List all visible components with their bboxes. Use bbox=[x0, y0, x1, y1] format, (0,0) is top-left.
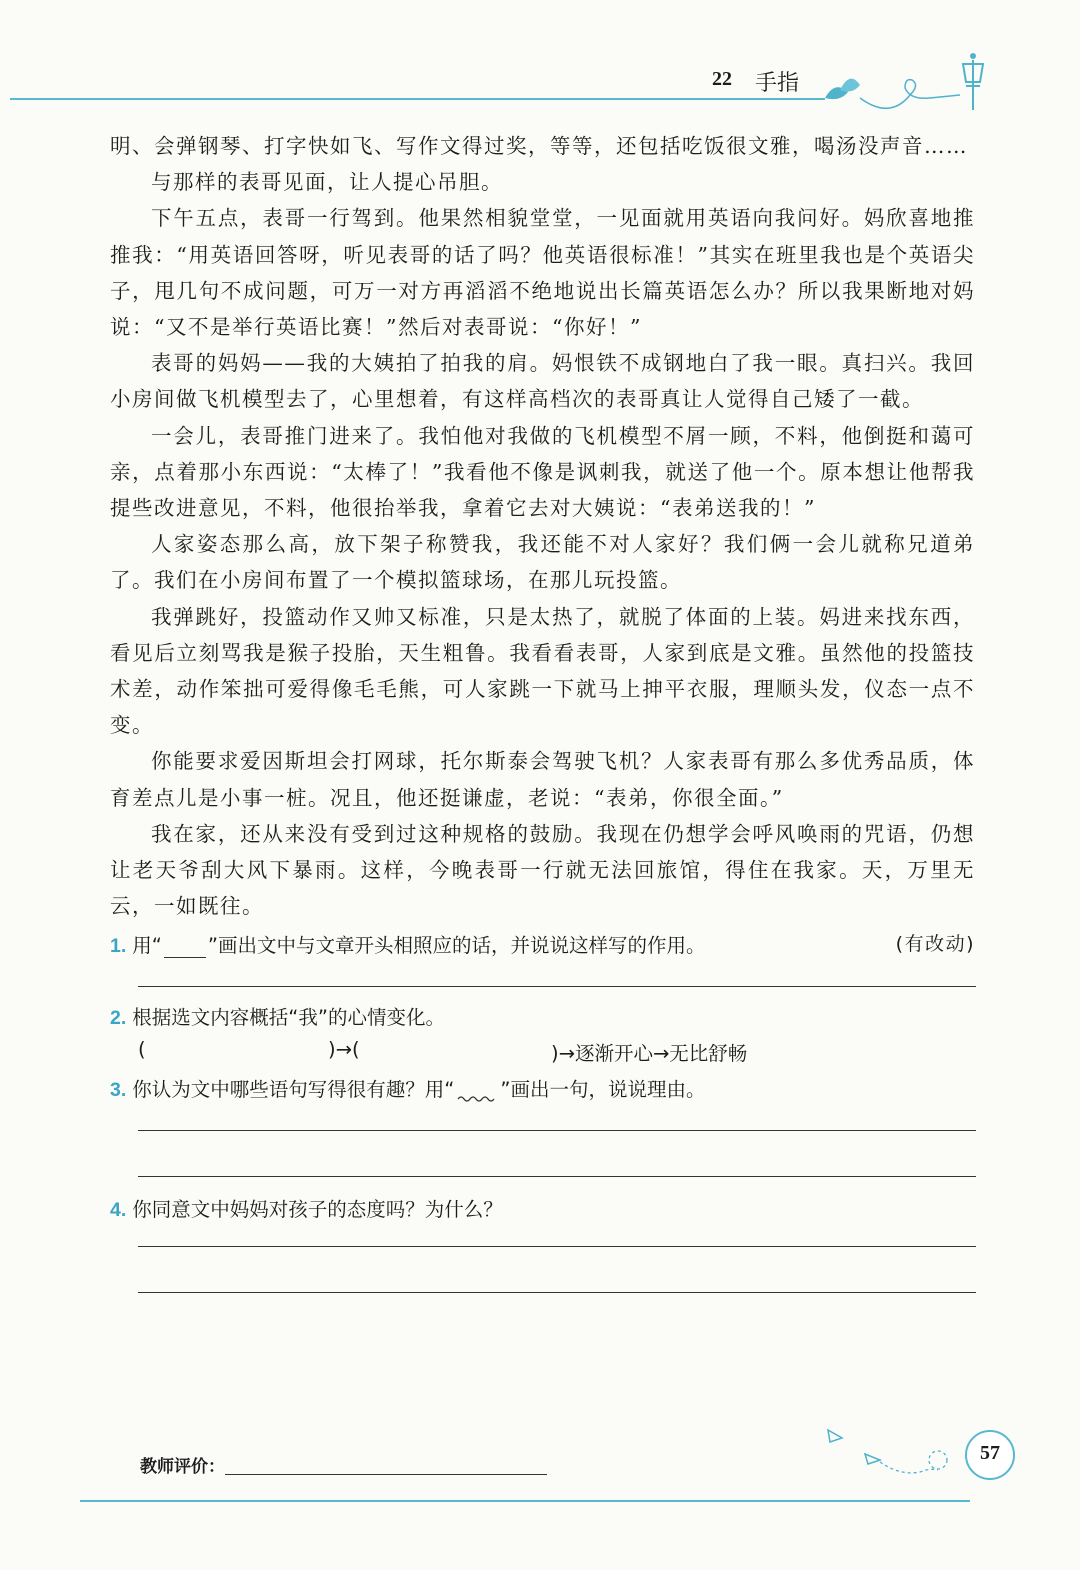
page-footer bbox=[0, 1410, 1080, 1570]
question-2 bbox=[110, 1002, 976, 1030]
paren-open: ( bbox=[138, 1038, 146, 1061]
answer-line[interactable] bbox=[138, 986, 976, 987]
paragraph: 下午五点，表哥一行驾到。他果然相貌堂堂，一见面就用英语向我问好。妈欣喜地推推我：“用英语回答呀，听见表哥的话了吗？他英语很标准！”其实在班里我也是个英语尖子，甩几句不成问题，可万一对方再滔滔不绝地说出长篇英语怎么办？所以我果断地对妈说：“又不是举行英语比赛！”然后对表哥说：“你好！” bbox=[110, 206, 975, 340]
footer-rule bbox=[80, 1500, 970, 1502]
question-4 bbox=[110, 1194, 976, 1222]
answer-line[interactable] bbox=[138, 1130, 976, 1131]
question-3 bbox=[110, 1074, 976, 1102]
header-rule bbox=[10, 98, 825, 100]
question-text: 你认为文中哪些语句写得很有趣？用“ bbox=[132, 1078, 455, 1101]
question-number: 3. bbox=[110, 1079, 127, 1101]
butterfly-lamp-icon bbox=[810, 40, 1010, 120]
paren-end: )→逐渐开心→无比舒畅 bbox=[551, 1042, 748, 1065]
paragraph: 明、会弹钢琴、打字快如飞、写作文得过奖，等等，还包括吃饭很文雅，喝汤没声音…… bbox=[110, 134, 968, 158]
question-text: ”画出一句，说说理由。 bbox=[500, 1078, 706, 1101]
question-text: 用“ bbox=[132, 934, 162, 957]
teacher-eval-line[interactable] bbox=[225, 1474, 547, 1475]
paragraph: 表哥的妈妈——我的大姨拍了拍我的肩。妈恨铁不成钢地白了我一眼。真扫兴。我回小房间做飞机模型去了，心里想着，有这样高档次的表哥真让人觉得自己矮了一截。 bbox=[110, 351, 975, 412]
source-note: (有改动) bbox=[895, 933, 975, 956]
paragraph: 你能要求爱因斯坦会打网球，托尔斯泰会驾驶飞机？人家表哥有那么多优秀品质，体育差点儿是小事一桩。况且，他还挺谦虚，老说：“表弟，你很全面。” bbox=[110, 749, 975, 810]
answer-line[interactable] bbox=[138, 1246, 976, 1247]
answer-line[interactable] bbox=[138, 1292, 976, 1293]
paragraph: 我弹跳好，投篮动作又帅又标准，只是太热了，就脱了体面的上装。妈进来找东西，看见后立刻骂我是猴子投胎，天生粗鲁。我看看表哥，人家到底是文雅。虽然他的投篮技术差，动作笨拙可爱得像毛毛熊，可人家跳一下就马上抻平衣服，理顺头发，仪态一点不变。 bbox=[110, 604, 975, 738]
question-number: 2. bbox=[110, 1007, 127, 1029]
paragraph: 人家姿态那么高，放下架子称赞我，我还能不对人家好？我们俩一会儿就称兄道弟了。我们在小房间布置了一个模拟篮球场，在那儿玩投篮。 bbox=[110, 532, 975, 593]
question-number: 4. bbox=[110, 1199, 127, 1221]
wavy-line-icon bbox=[456, 1082, 498, 1102]
paragraph: 我在家，还从来没有受到过这种规格的鼓励。我现在仍想学会呼风唤雨的咒语，仍想让老天爷刮大风下暴雨。这样，今晚表哥一行就无法回旅馆，得住在我家。天，万里无云，一如既往。 bbox=[110, 821, 975, 919]
mood-blank-2[interactable] bbox=[408, 1038, 548, 1062]
question-text: ”画出文中与文章开头相照应的话，并说说这样写的作用。 bbox=[207, 934, 706, 957]
page-number: 57 bbox=[980, 1442, 1000, 1464]
paragraph: 一会儿，表哥推门进来了。我怕他对我做的飞机模型不屑一顾，不料，他倒挺和蔼可亲，点着那小东西说：“太棒了！”我看他不像是讽刺我，就送了他一个。原本想让他帮我提些改进意见，不料，他很抬举我，拿着它去对大姨说：“表弟送我的！” bbox=[110, 423, 975, 521]
underline-mark-icon bbox=[164, 937, 206, 958]
page-header bbox=[0, 60, 1080, 110]
paper-plane-icon bbox=[820, 1410, 970, 1500]
question-number: 1. bbox=[110, 935, 127, 957]
mood-blank-1[interactable] bbox=[168, 1038, 328, 1062]
paren-between: )→( bbox=[328, 1038, 360, 1061]
question-text: 你同意文中妈妈对孩子的态度吗？为什么？ bbox=[132, 1198, 503, 1221]
lesson-number: 22 bbox=[712, 68, 732, 90]
teacher-eval-label: 教师评价： bbox=[140, 1457, 225, 1477]
paragraph: 与那样的表哥见面，让人提心吊胆。 bbox=[151, 170, 503, 195]
answer-line[interactable] bbox=[138, 1176, 976, 1177]
lesson-title: 手指 bbox=[755, 71, 800, 96]
reading-passage bbox=[110, 128, 975, 963]
question-text: 根据选文内容概括“我”的心情变化。 bbox=[132, 1006, 445, 1029]
question-1 bbox=[110, 930, 976, 958]
